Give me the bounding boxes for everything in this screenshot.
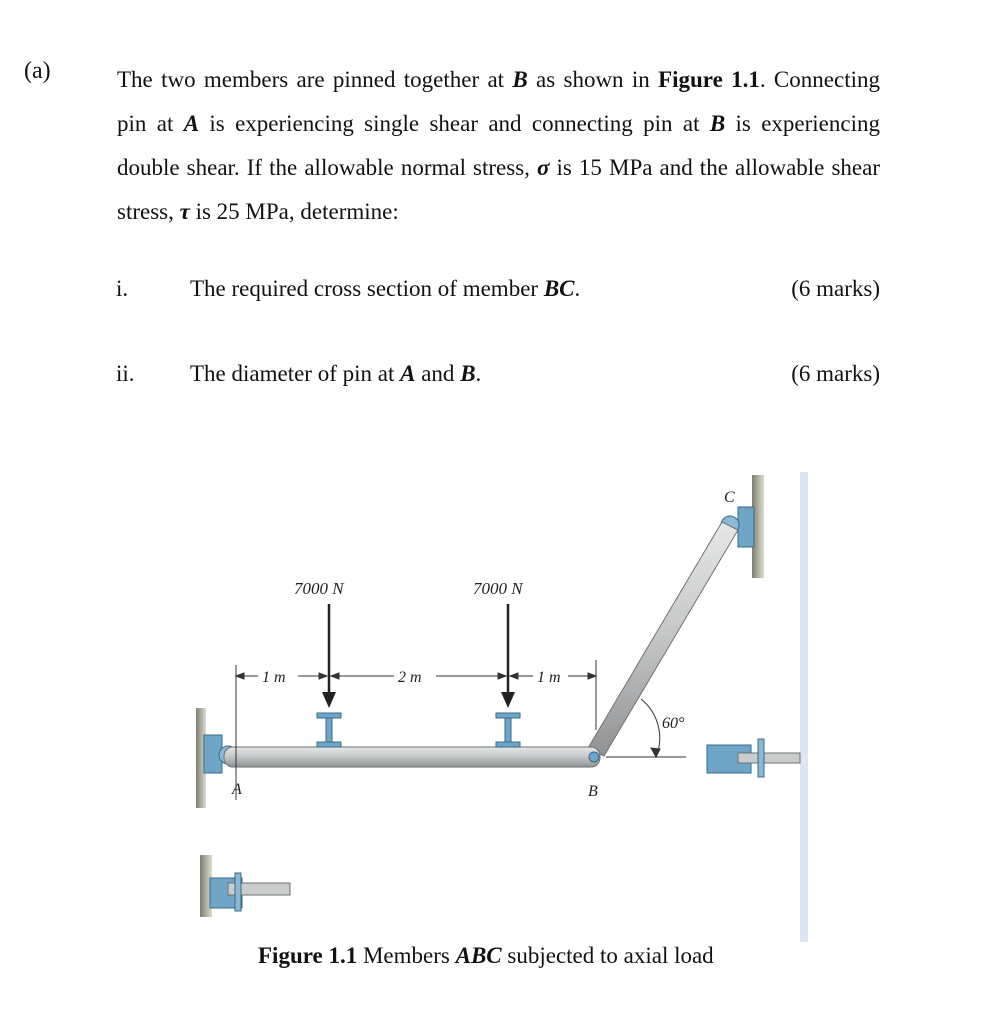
- item-ii-number: ii.: [116, 361, 135, 386]
- hanger-left: [317, 713, 341, 747]
- right-margin-line: [800, 472, 808, 942]
- point-label-b: B: [588, 783, 598, 800]
- point-label-c: C: [724, 489, 735, 506]
- load-label-right: 7000 N: [473, 579, 523, 598]
- item-i-marks: (6 marks): [791, 276, 880, 301]
- figure-caption: Figure 1.1 Members ABC subjected to axial load: [258, 943, 714, 968]
- pin-b: [589, 752, 599, 762]
- point-label-a: A: [232, 781, 242, 798]
- item-i-number: i.: [116, 276, 129, 301]
- angle-label: 60°: [662, 715, 685, 732]
- member-ab: [224, 747, 600, 767]
- item-ii-text: The diameter of pin at A and B.: [190, 361, 482, 386]
- load-arrow-left: [322, 604, 336, 708]
- item-ii-marks: (6 marks): [791, 361, 880, 386]
- dim-label-1: 1 m: [262, 669, 286, 686]
- figure-members-abc: [190, 470, 810, 945]
- dim-label-3: 1 m: [537, 669, 561, 686]
- load-label-left: 7000 N: [294, 579, 344, 598]
- question-paragraph: The two members are pinned together at B as shown in Figure 1.1. Connecting pin at A is experiencing single shear and connecting pin at B is experiencing double shear. If the allowable normal stress, σ is 15 MPa and the allowable shear stress, τ is 25 MPa, determine:: [117, 67, 881, 224]
- load-arrow-right: [501, 604, 515, 708]
- pin-a-detail: [200, 855, 290, 917]
- item-i-text: The required cross section of member BC.: [190, 276, 581, 301]
- hanger-right: [496, 713, 520, 747]
- question-label: (a): [24, 58, 51, 84]
- pin-b-detail: [707, 739, 800, 777]
- dim-label-2: 2 m: [398, 669, 422, 686]
